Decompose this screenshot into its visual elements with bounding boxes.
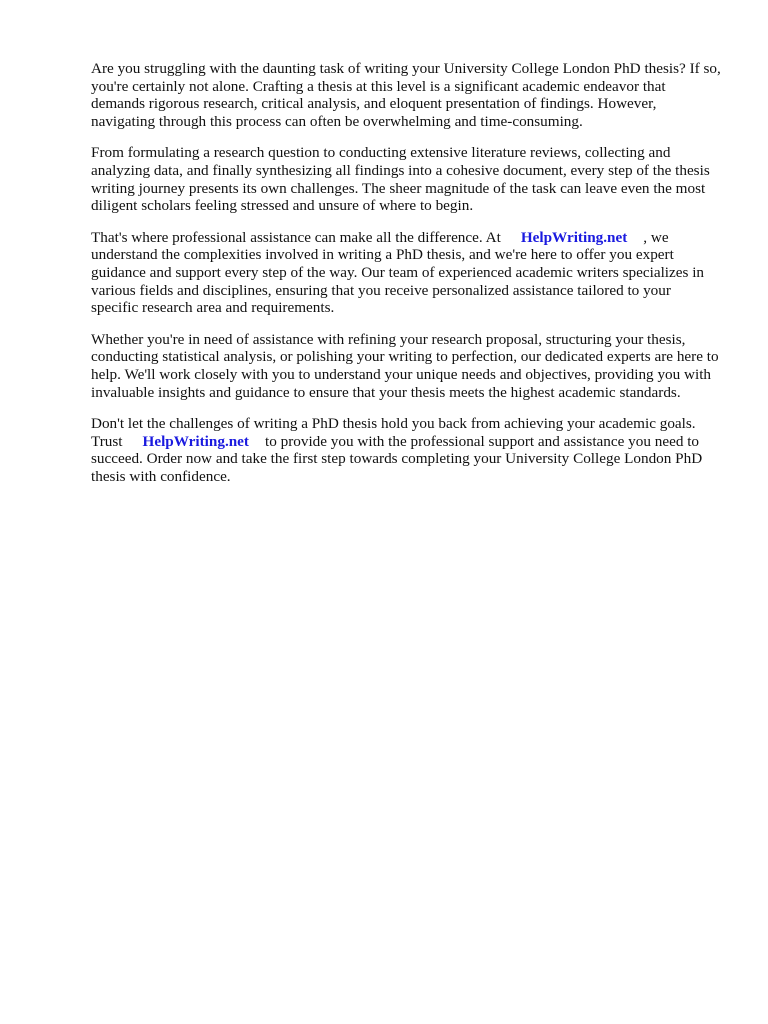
- paragraph-assistance-text-before: That's where professional assistance can make all the difference. At: [91, 228, 501, 246]
- helpwriting-link-2[interactable]: HelpWriting.net: [142, 432, 249, 450]
- helpwriting-link-1[interactable]: HelpWriting.net: [520, 228, 628, 246]
- document-page: [91, 60, 721, 499]
- paragraph-intro: Are you struggling with the daunting task of writing your University College London PhD thesis? If so, you're certainly not alone. Crafting a thesis at this level is a significant academic endeavor that demands rigorous research, critical analysis, and eloquent presentation of findings. However, navigating through this process can often be overwhelming and time-consuming.: [91, 60, 721, 130]
- paragraph-call-to-action: [91, 415, 721, 485]
- paragraph-cta-text-before: Don't let the challenges of writing a PhD thesis hold you back from achieving your academic goals. Trust: [91, 415, 696, 450]
- paragraph-cta-text-after: to provide you with the professional support and assistance you need to succeed. Order now and take the first step towards completing your University College London PhD thesis with confidence.: [91, 432, 703, 485]
- paragraph-assistance: [91, 229, 721, 317]
- paragraph-challenges: From formulating a research question to conducting extensive literature reviews, collecting and analyzing data, and finally synthesizing all findings into a cohesive document, every step of the thesis writing journey presents its own challenges. The sheer magnitude of the task can leave even the most diligent scholars feeling stressed and unsure of where to begin.: [91, 144, 710, 215]
- paragraph-services: Whether you're in need of assistance with refining your research proposal, structuring your thesis, conducting statistical analysis, or polishing your writing to perfection, our dedicated experts are here to help. We'll work closely with you to understand your unique needs and objectives, providing you with invaluable insights and guidance to ensure that your thesis meets the highest academic standards.: [91, 330, 719, 401]
- paragraph-assistance-text-after: , we understand the complexities involved in writing a PhD thesis, and we're here to offer you expert guidance and support every step of the way. Our team of experienced academic writers specializes in various fields and disciplines, ensuring that you receive personalized assistance tailored to your specific research area and requirements.: [91, 228, 705, 317]
